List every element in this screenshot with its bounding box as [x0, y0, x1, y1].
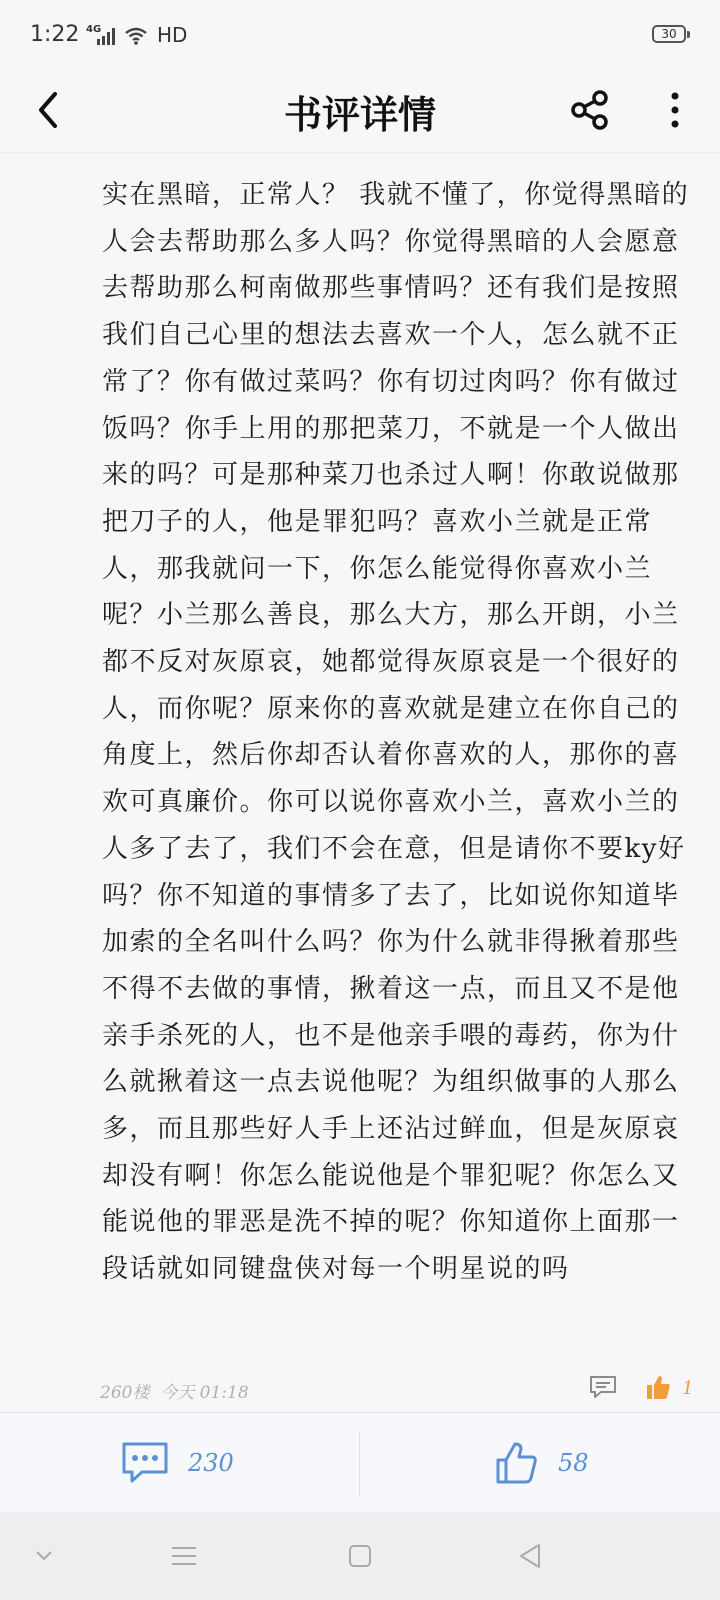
page-title: 书评详情 [283, 92, 436, 137]
status-time: 1:22 [30, 22, 80, 47]
network-type: 4G [86, 24, 102, 35]
nav-menu-icon [171, 1545, 197, 1567]
nav-back-button[interactable] [508, 1534, 552, 1578]
more-options-button[interactable] [650, 80, 700, 140]
comment-like-count: 1 [682, 1378, 694, 1399]
share-button[interactable] [560, 80, 620, 140]
comment-text: 实在黑暗，正常人？ 我就不懂了，你觉得黑暗的人会去帮助那么多人吗？你觉得黑暗的人会愿意去帮助那么柯南做那些事情吗？还有我们是按照我们自己心里的想法去喜欢一个人，怎么就不正常了？你有做过菜吗？你有切过肉吗？你有做过饭吗？你手上用的那把菜刀，不就是一个人做出来的吗？可是那种菜刀也杀过人啊！你敢说做那把刀子的人，他是罪犯吗？喜欢小兰就是正常人，那我就问一下，你怎么能觉得你喜欢小兰呢？小兰那么善良，那么大方，那么开朗，小兰都不反对灰原哀，她都觉得灰原哀是一个很好的人，而你呢？原来你的喜欢就是建立在你自己的角度上，然后你却否认着你喜欢的人，那你的喜欢可真廉价。你可以说你喜欢小兰，喜欢小兰的人多了去了，我们不会在意，但是请你不要ky好吗？你不知道的事情多了去了，比如说你知道毕加索的全名叫什么吗？你为什么就非得揪着那些不得不去做的事情，揪着这一点，而且又不是他亲手杀死的人，也不是他亲手喂的毒药，你为什么就揪着这一点去说他呢？为组织做事的人那么多，而且那些好人手上还沾过鲜血，但是灰原哀却没有啊！你怎么能说他是个罪犯呢？你怎么又能说他的罪恶是洗不掉的呢？你知道你上面那一段话就如同键盘侠对每一个明星说的吗 [102, 180, 690, 1285]
reply-icon [120, 1440, 170, 1486]
signal-icon [96, 26, 118, 46]
like-button[interactable] [494, 1429, 694, 1497]
battery-icon [652, 25, 686, 43]
reply-icon[interactable] [589, 1374, 617, 1400]
comment-time: 今天 01:18 [160, 1383, 249, 1403]
like-count: 58 [558, 1449, 589, 1477]
comment-meta [100, 1378, 249, 1403]
app-bar [0, 72, 720, 153]
status-bar [0, 0, 720, 72]
battery-tip [687, 31, 690, 38]
reply-button[interactable] [120, 1429, 320, 1497]
reply-count: 230 [188, 1449, 234, 1477]
more-icon [670, 91, 680, 129]
floor-number: 260楼 [100, 1383, 150, 1403]
nav-home-button[interactable] [338, 1534, 382, 1578]
hd-indicator: HD [157, 23, 188, 47]
like-icon [494, 1440, 540, 1486]
nav-collapse-button[interactable] [22, 1534, 66, 1578]
bottom-action-bar [0, 1412, 720, 1513]
nav-down-icon [35, 1550, 53, 1562]
system-nav-bar [0, 1512, 720, 1600]
share-icon [569, 89, 611, 131]
divider [359, 1431, 360, 1497]
nav-menu-button[interactable] [162, 1534, 206, 1578]
nav-back-icon [518, 1543, 542, 1569]
like-icon[interactable] [644, 1373, 672, 1401]
wifi-icon [124, 26, 148, 46]
nav-home-icon [348, 1544, 372, 1568]
battery-level: 30 [661, 27, 677, 41]
